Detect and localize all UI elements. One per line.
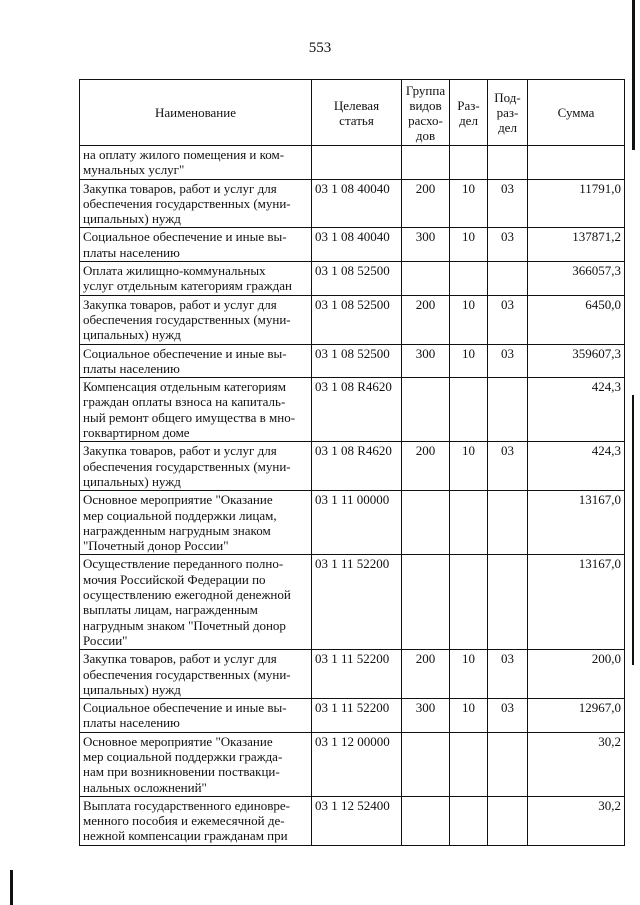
cell-group xyxy=(402,732,450,796)
cell-target: 03 1 12 00000 xyxy=(312,732,402,796)
cell-amount: 30,2 xyxy=(528,796,625,845)
cell-section: 10 xyxy=(450,344,488,378)
cell-section xyxy=(450,796,488,845)
table-row xyxy=(80,179,625,228)
cell-section: 10 xyxy=(450,650,488,699)
header-subsection: Под- раз- дел xyxy=(488,80,528,146)
cell-subsection: 03 xyxy=(488,650,528,699)
cell-section xyxy=(450,555,488,650)
table-row xyxy=(80,650,625,699)
cell-amount: 137871,2 xyxy=(528,228,625,262)
cell-section: 10 xyxy=(450,699,488,733)
table-body xyxy=(80,146,625,846)
cell-amount: 359607,3 xyxy=(528,344,625,378)
cell-name: Осуществление переданного полно- мочия Российской Федерации по осуществлению ежегодной денежной выплаты лицам, награжденным нагрудным знаком "Почетный донор России" xyxy=(80,555,312,650)
table-row xyxy=(80,491,625,555)
cell-subsection xyxy=(488,732,528,796)
cell-target: 03 1 11 00000 xyxy=(312,491,402,555)
cell-subsection: 03 xyxy=(488,699,528,733)
cell-amount: 366057,3 xyxy=(528,262,625,296)
cell-section xyxy=(450,146,488,180)
header-name: Наименование xyxy=(80,80,312,146)
cell-name: Закупка товаров, работ и услуг для обеспечения государственных (муни- ципальных) нужд xyxy=(80,442,312,491)
scan-edge-top xyxy=(632,0,635,150)
cell-section xyxy=(450,732,488,796)
cell-section: 10 xyxy=(450,228,488,262)
budget-table xyxy=(79,79,625,846)
cell-target: 03 1 11 52200 xyxy=(312,650,402,699)
table-row xyxy=(80,344,625,378)
cell-name: Выплата государственного единовре- менного пособия и ежемесячной де- нежной компенсации гражданам при xyxy=(80,796,312,845)
cell-section: 10 xyxy=(450,442,488,491)
cell-amount: 424,3 xyxy=(528,442,625,491)
cell-subsection: 03 xyxy=(488,295,528,344)
cell-group xyxy=(402,555,450,650)
header-target: Целевая статья xyxy=(312,80,402,146)
cell-subsection xyxy=(488,262,528,296)
cell-subsection xyxy=(488,796,528,845)
header-section: Раз- дел xyxy=(450,80,488,146)
cell-group xyxy=(402,262,450,296)
cell-target: 03 1 08 40040 xyxy=(312,179,402,228)
table-row xyxy=(80,442,625,491)
cell-section: 10 xyxy=(450,179,488,228)
cell-target xyxy=(312,146,402,180)
cell-section xyxy=(450,378,488,442)
cell-amount: 13167,0 xyxy=(528,555,625,650)
cell-target: 03 1 08 52500 xyxy=(312,344,402,378)
table-row xyxy=(80,262,625,296)
cell-name: Закупка товаров, работ и услуг для обеспечения государственных (муни- ципальных) нужд xyxy=(80,179,312,228)
cell-section xyxy=(450,262,488,296)
table-row xyxy=(80,796,625,845)
cell-group: 200 xyxy=(402,295,450,344)
table-row xyxy=(80,699,625,733)
cell-name: Оплата жилищно-коммунальных услуг отдельным категориям граждан xyxy=(80,262,312,296)
cell-name: Социальное обеспечение и иные вы- платы населению xyxy=(80,344,312,378)
cell-group xyxy=(402,796,450,845)
cell-target: 03 1 11 52200 xyxy=(312,555,402,650)
cell-subsection: 03 xyxy=(488,442,528,491)
cell-subsection xyxy=(488,146,528,180)
cell-target: 03 1 08 52500 xyxy=(312,295,402,344)
cell-target: 03 1 08 R4620 xyxy=(312,378,402,442)
cell-target: 03 1 08 40040 xyxy=(312,228,402,262)
cell-group: 200 xyxy=(402,179,450,228)
cell-subsection: 03 xyxy=(488,344,528,378)
cell-group: 300 xyxy=(402,228,450,262)
cell-section xyxy=(450,491,488,555)
header-amount: Сумма xyxy=(528,80,625,146)
cell-section: 10 xyxy=(450,295,488,344)
cell-name: Основное мероприятие "Оказание мер социальной поддержки лицам, награжденным нагрудным знаком "Почетный донор России" xyxy=(80,491,312,555)
cell-subsection: 03 xyxy=(488,179,528,228)
scan-edge-bottom xyxy=(10,870,13,905)
cell-amount: 6450,0 xyxy=(528,295,625,344)
cell-name: Компенсация отдельным категориям граждан оплаты взноса на капиталь- ный ремонт общего имущества в мно- гоквартирном доме xyxy=(80,378,312,442)
table-row xyxy=(80,295,625,344)
page-number: 553 xyxy=(308,40,332,56)
cell-subsection: 03 xyxy=(488,228,528,262)
cell-group xyxy=(402,146,450,180)
cell-name: Социальное обеспечение и иные вы- платы населению xyxy=(80,228,312,262)
cell-amount: 200,0 xyxy=(528,650,625,699)
table-row xyxy=(80,146,625,180)
cell-target: 03 1 12 52400 xyxy=(312,796,402,845)
cell-amount: 13167,0 xyxy=(528,491,625,555)
cell-group: 300 xyxy=(402,699,450,733)
table-row xyxy=(80,378,625,442)
cell-name: Закупка товаров, работ и услуг для обеспечения государственных (муни- ципальных) нужд xyxy=(80,295,312,344)
cell-amount: 12967,0 xyxy=(528,699,625,733)
scan-edge-mid xyxy=(632,395,634,665)
cell-subsection xyxy=(488,555,528,650)
cell-target: 03 1 08 52500 xyxy=(312,262,402,296)
table-row xyxy=(80,228,625,262)
table-header-row xyxy=(80,80,625,146)
table-row xyxy=(80,732,625,796)
cell-target: 03 1 11 52200 xyxy=(312,699,402,733)
cell-group: 200 xyxy=(402,650,450,699)
cell-amount: 424,3 xyxy=(528,378,625,442)
cell-amount xyxy=(528,146,625,180)
cell-group: 200 xyxy=(402,442,450,491)
cell-group xyxy=(402,378,450,442)
cell-group xyxy=(402,491,450,555)
cell-subsection xyxy=(488,491,528,555)
header-group: Группа видов расхо- дов xyxy=(402,80,450,146)
cell-subsection xyxy=(488,378,528,442)
cell-amount: 11791,0 xyxy=(528,179,625,228)
cell-name: Социальное обеспечение и иные вы- платы населению xyxy=(80,699,312,733)
cell-target: 03 1 08 R4620 xyxy=(312,442,402,491)
cell-group: 300 xyxy=(402,344,450,378)
cell-amount: 30,2 xyxy=(528,732,625,796)
cell-name: Закупка товаров, работ и услуг для обеспечения государственных (муни- ципальных) нужд xyxy=(80,650,312,699)
table-row xyxy=(80,555,625,650)
cell-name: Основное мероприятие "Оказание мер социальной поддержки гражда- нам при возникновении поствакци- нальных осложнений" xyxy=(80,732,312,796)
cell-name: на оплату жилого помещения и ком- мунальных услуг" xyxy=(80,146,312,180)
